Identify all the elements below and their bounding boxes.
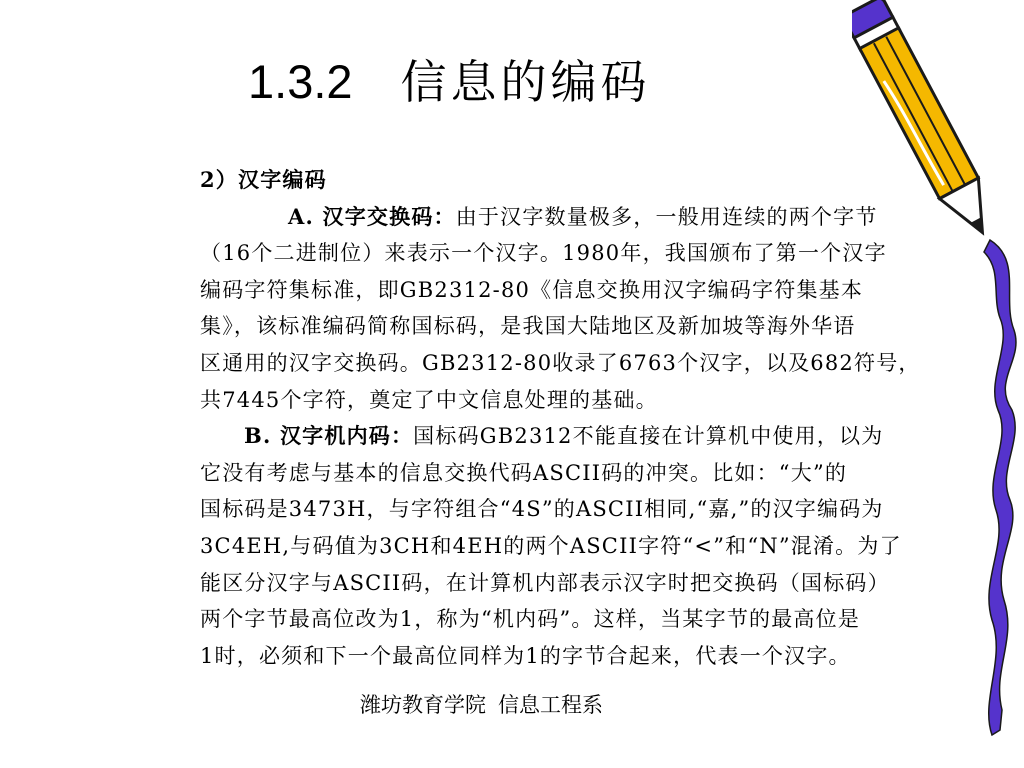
footer-school: 潍坊教育学院 bbox=[360, 693, 486, 717]
paragraph-line: 1时，必须和下一个最高位同样为1的字节合起来，代表一个汉字。 bbox=[200, 643, 851, 668]
footer bbox=[360, 687, 603, 723]
paragraph-line: 两个字节最高位改为1，称为“机内码”。这样，当某字节的最高位是 bbox=[200, 607, 861, 632]
footer-dept: 信息工程系 bbox=[498, 693, 603, 717]
squiggle-decoration bbox=[984, 240, 1016, 735]
slide-title bbox=[248, 50, 651, 114]
paragraph-line: 集》，该标准编码简称国标码，是我国大陆地区及新加坡等海外华语 bbox=[200, 314, 856, 339]
title-text: 信息的编码 bbox=[400, 55, 651, 109]
paragraph-line: 编码字符集标准，即GB2312-80《信息交换用汉字编码字符集基本 bbox=[200, 277, 864, 302]
term-a-label: A. 汉字交换码： bbox=[288, 203, 456, 229]
paragraph-line: （16个二进制位）来表示一个汉字。1980年，我国颁布了第一个汉字 bbox=[200, 241, 887, 266]
paragraph-line: 共7445个字符，奠定了中文信息处理的基础。 bbox=[200, 387, 658, 412]
pencil-icon bbox=[852, 0, 1024, 768]
paragraph-a-line: A. 汉字交换码：由于汉字数量极多，一般用连续的两个字节 bbox=[288, 203, 878, 229]
paragraph-line: 能区分汉字与ASCII码，在计算机内部表示汉字时把交换码（国标码） bbox=[200, 570, 890, 595]
term-b-label: B. 汉字机内码： bbox=[244, 423, 414, 449]
paragraph-line: 它没有考虑与基本的信息交换代码ASCII码的冲突。比如：“大”的 bbox=[200, 460, 848, 485]
section-heading: 2）汉字编码 bbox=[200, 167, 327, 192]
title-number: 1.3.2 bbox=[248, 55, 353, 108]
paragraph-line: 区通用的汉字交换码。GB2312-80收录了6763个汉字，以及682符号， bbox=[200, 350, 921, 375]
paragraph-b-line: B. 汉字机内码：国标码GB2312不能直接在计算机中使用，以为 bbox=[244, 423, 884, 449]
paragraph-line: 3C4EH,与码值为3CH和4EH的两个ASCII字符“<”和“N”混淆。为了 bbox=[200, 533, 902, 558]
paragraph-line: 国标码是3473H，与字符组合“4S”的ASCII相同,“嘉,”的汉字编码为 bbox=[200, 497, 884, 522]
